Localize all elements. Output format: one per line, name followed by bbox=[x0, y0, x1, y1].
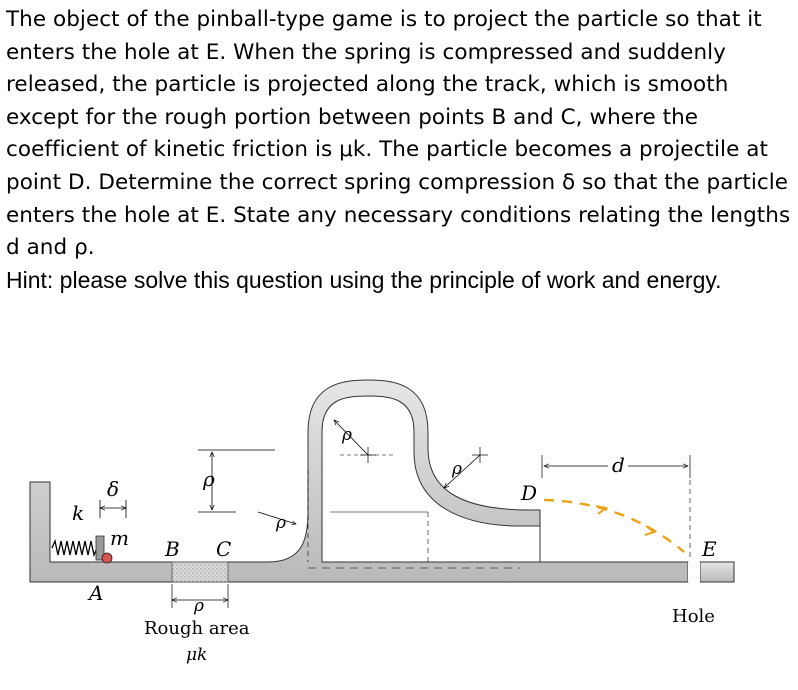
label-rho-right: ρ bbox=[452, 459, 462, 479]
label-delta: δ bbox=[107, 477, 120, 501]
projectile-path bbox=[544, 500, 684, 552]
label-m: m bbox=[110, 526, 129, 550]
problem-statement: The object of the pinball-type game is to project the particle so that it enters the hole at E. When the spring is compressed and suddenly released, the particle is projected along the track, which is smooth except for the rough portion between points B and C, where the coefficient of kinetic friction is μk. The particle becomes a projectile at point D. Determine the correct spring compression δ so that the particle enters the hole at E. State any necessary conditions relating the lengths d and ρ. bbox=[6, 7, 791, 261]
label-D: D bbox=[521, 481, 538, 505]
label-rho-rough: ρ bbox=[194, 596, 204, 616]
hole-right-block bbox=[700, 562, 734, 582]
label-A: A bbox=[89, 581, 104, 605]
label-rho-bend: ρ bbox=[276, 513, 286, 533]
projectile-arrow-1 bbox=[596, 506, 606, 514]
hole-gap bbox=[688, 562, 700, 582]
label-E: E bbox=[702, 537, 717, 561]
label-rho-loop: ρ bbox=[342, 425, 352, 445]
rough-area bbox=[172, 562, 228, 582]
label-C: C bbox=[216, 537, 232, 561]
label-mu: μk bbox=[186, 645, 208, 665]
label-d: d bbox=[612, 453, 625, 477]
rho-right-arrow bbox=[444, 455, 480, 488]
label-k: k bbox=[72, 501, 85, 525]
caption-rough-area: Rough area bbox=[144, 618, 250, 639]
hint-text: Hint: please solve this question using the principle of work and energy. bbox=[6, 267, 722, 293]
caption-hole: Hole bbox=[672, 606, 715, 627]
label-rho-bc: ρ bbox=[203, 467, 215, 491]
particle bbox=[102, 553, 112, 563]
spring bbox=[52, 541, 97, 555]
label-B: B bbox=[165, 537, 180, 561]
